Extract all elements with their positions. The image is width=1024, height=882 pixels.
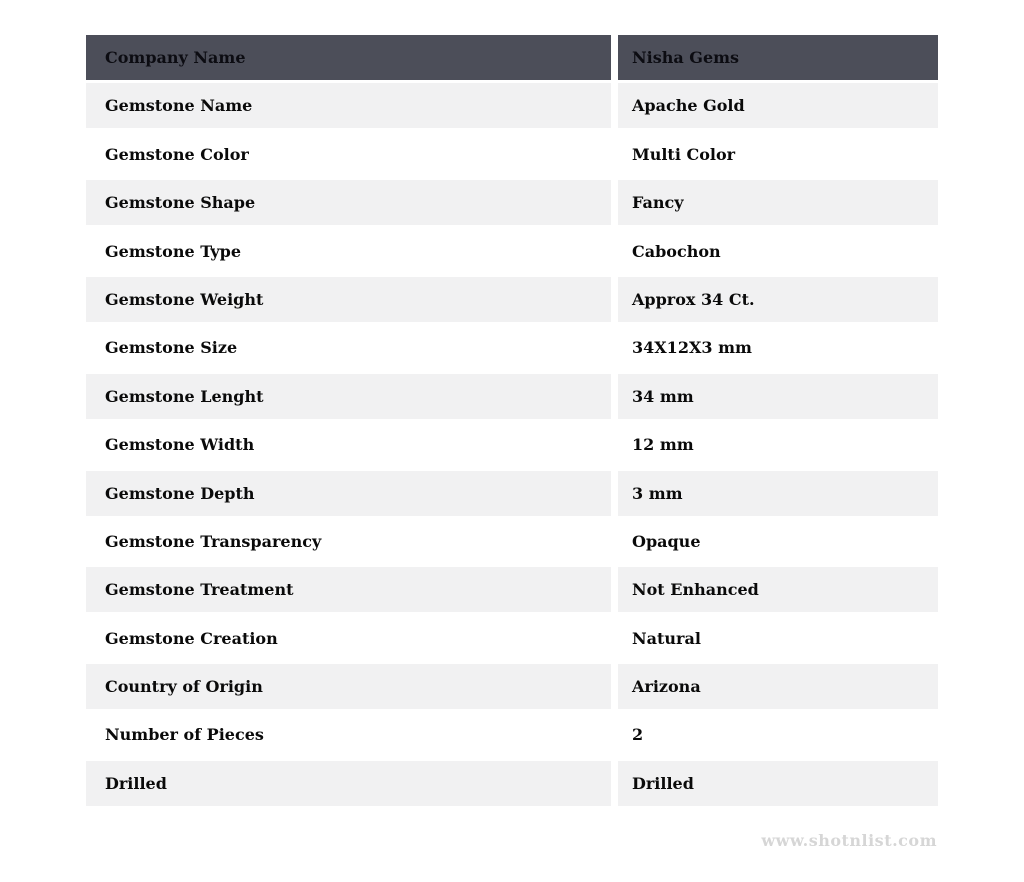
row-value-cell: Cabochon [618, 229, 938, 274]
row-label-cell: Gemstone Depth [86, 471, 611, 516]
row-label-cell: Gemstone Color [86, 132, 611, 177]
row-label-cell: Drilled [86, 761, 611, 806]
row-label-cell: Gemstone Width [86, 422, 611, 467]
watermark-text: www.shotnlist.com [761, 831, 937, 850]
row-value-cell: 2 [618, 712, 938, 757]
row-value-cell: Arizona [618, 664, 938, 709]
row-value-cell: Apache Gold [618, 83, 938, 128]
row-label-cell: Gemstone Creation [86, 616, 611, 661]
row-label-cell: Gemstone Shape [86, 180, 611, 225]
row-label-cell: Gemstone Transparency [86, 519, 611, 564]
row-value-cell: 12 mm [618, 422, 938, 467]
row-value-cell: Not Enhanced [618, 567, 938, 612]
row-value-cell: 3 mm [618, 471, 938, 516]
table-header-company-label: Company Name [86, 35, 611, 80]
row-value-cell: 34 mm [618, 374, 938, 419]
table-header-company-value: Nisha Gems [618, 35, 938, 80]
row-label-cell: Gemstone Size [86, 325, 611, 370]
row-value-cell: 34X12X3 mm [618, 325, 938, 370]
row-label-cell: Gemstone Name [86, 83, 611, 128]
row-label-cell: Gemstone Lenght [86, 374, 611, 419]
row-label-cell: Country of Origin [86, 664, 611, 709]
row-value-cell: Fancy [618, 180, 938, 225]
row-value-cell: Opaque [618, 519, 938, 564]
row-label-cell: Number of Pieces [86, 712, 611, 757]
row-label-cell: Gemstone Type [86, 229, 611, 274]
row-label-cell: Gemstone Treatment [86, 567, 611, 612]
row-value-cell: Multi Color [618, 132, 938, 177]
row-value-cell: Natural [618, 616, 938, 661]
row-value-cell: Approx 34 Ct. [618, 277, 938, 322]
gemstone-details-table [86, 35, 938, 806]
row-value-cell: Drilled [618, 761, 938, 806]
row-label-cell: Gemstone Weight [86, 277, 611, 322]
